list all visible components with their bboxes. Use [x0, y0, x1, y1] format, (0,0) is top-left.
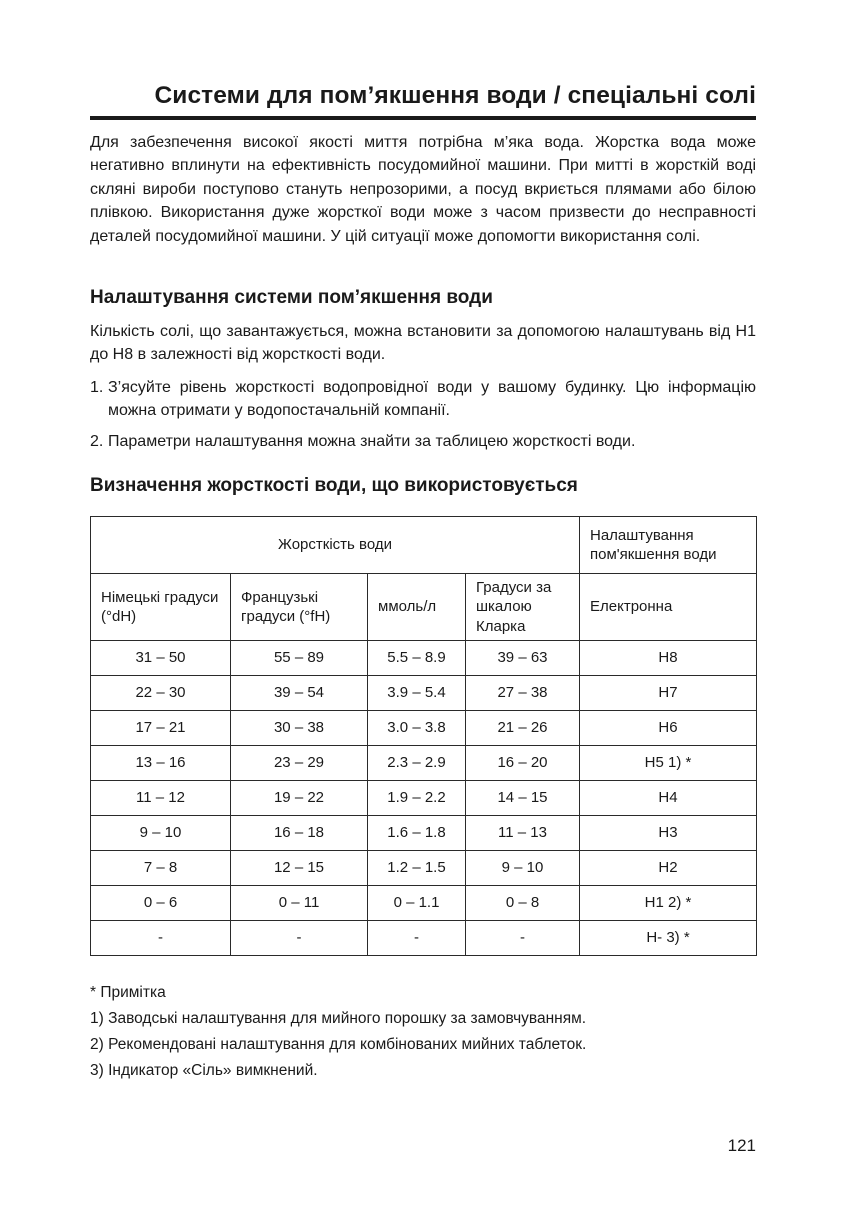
column-header: Градуси за шкалою Кларка [466, 574, 580, 641]
table-cell: H7 [580, 676, 757, 711]
table-cell: 7 – 8 [91, 851, 231, 886]
table-cell: - [466, 921, 580, 956]
table-cell: 30 – 38 [231, 711, 368, 746]
notes-block [90, 980, 586, 1084]
table-cell: 14 – 15 [466, 781, 580, 816]
note-item: 2) Рекомендовані налаштування для комбінованих мийних таблеток. [90, 1036, 587, 1053]
table-cell: H4 [580, 781, 757, 816]
notes-heading: * Примітка [90, 984, 166, 1001]
table-cell: 9 – 10 [466, 851, 580, 886]
column-header: Німецькі градуси (°dH) [91, 574, 231, 641]
step-item [90, 430, 756, 453]
column-header: ммоль/л [368, 574, 466, 641]
note-item: 1) Заводські налаштування для мийного порошку за замовчуванням. [90, 1010, 587, 1027]
table-cell: 0 – 8 [466, 886, 580, 921]
table-header-row [91, 517, 757, 574]
table-cell: 5.5 – 8.9 [368, 641, 466, 676]
table-cell: 21 – 26 [466, 711, 580, 746]
table-cell: 1.2 – 1.5 [368, 851, 466, 886]
step-number: 2. [90, 433, 104, 450]
table-row [91, 711, 757, 746]
table-cell: 0 – 11 [231, 886, 368, 921]
table-cell: 13 – 16 [91, 746, 231, 781]
column-header: Електронна [580, 574, 757, 641]
table-cell: H2 [580, 851, 757, 886]
title-rule [90, 116, 756, 120]
table-cell: 19 – 22 [231, 781, 368, 816]
table-cell: H6 [580, 711, 757, 746]
table-cell: 16 – 20 [466, 746, 580, 781]
column-header: Французькі градуси (°fH) [231, 574, 368, 641]
table-cell: 3.9 – 5.4 [368, 676, 466, 711]
table-row [91, 851, 757, 886]
table-cell: H5 1) * [580, 746, 757, 781]
table-cell: 39 – 54 [231, 676, 368, 711]
table-cell: H- 3) * [580, 921, 757, 956]
table-cell: 9 – 10 [91, 816, 231, 851]
table-cell: 11 – 13 [466, 816, 580, 851]
table-cell: 0 – 1.1 [368, 886, 466, 921]
table-row [91, 641, 757, 676]
step-item [90, 376, 756, 422]
water-hardness-table [90, 516, 757, 956]
table-row [91, 781, 757, 816]
table-cell: 2.3 – 2.9 [368, 746, 466, 781]
step-text: З’ясуйте рівень жорсткості водопровідної води у вашому будинку. Цю інформацію можна отримати у водопостачальній компанії. [108, 379, 756, 419]
table-cell: 16 – 18 [231, 816, 368, 851]
note-item: 3) Індикатор «Сіль» вимкнений. [90, 1062, 318, 1079]
table-cell: 27 – 38 [466, 676, 580, 711]
section-heading-softener-setup: Налаштування системи пом’якшення води [90, 287, 493, 308]
table-cell: 23 – 29 [231, 746, 368, 781]
section-heading-hardness: Визначення жорсткості води, що використовується [90, 475, 578, 496]
table-row [91, 746, 757, 781]
table-row [91, 816, 757, 851]
table-cell: - [368, 921, 466, 956]
table-cell: 17 – 21 [91, 711, 231, 746]
table-cell: 3.0 – 3.8 [368, 711, 466, 746]
table-row [91, 676, 757, 711]
table-cell: - [91, 921, 231, 956]
page-number: 121 [727, 1136, 756, 1155]
table-cell: 55 – 89 [231, 641, 368, 676]
table-cell: H1 2) * [580, 886, 757, 921]
table-row [91, 921, 757, 956]
table-cell: 12 – 15 [231, 851, 368, 886]
intro-paragraph: Для забезпечення високої якості миття потрібна м’яка вода. Жорстка вода може негативно вплинути на ефективність посудомийної машини. При митті в жорсткій воді скляні вироби поступово стануть непрозорими, а посуд вкриється плямами або білою плівкою. Використання дуже жорсткої води може з часом призвести до несправності деталей посудомийної машини. У цій ситуації може допомогти використання солі. [90, 134, 756, 245]
step-number: 1. [90, 379, 104, 396]
softener-setup-paragraph: Кількість солі, що завантажується, можна встановити за допомогою налаштувань від H1 до H8 в залежності від жорсткості води. [90, 323, 756, 363]
table-cell: 0 – 6 [91, 886, 231, 921]
step-text: Параметри налаштування можна знайти за таблицею жорсткості води. [108, 433, 636, 450]
table-cell: 22 – 30 [91, 676, 231, 711]
table-subheader-row [91, 574, 757, 641]
page-title: Системи для пом’якшення води / спеціальні солі [154, 82, 756, 109]
table-cell: - [231, 921, 368, 956]
table-cell: H8 [580, 641, 757, 676]
table-row [91, 886, 757, 921]
table-setting-header: Налаштування пом'якшення води [580, 517, 757, 574]
table-cell: 39 – 63 [466, 641, 580, 676]
table-cell: 1.9 – 2.2 [368, 781, 466, 816]
table-cell: 11 – 12 [91, 781, 231, 816]
table-cell: 1.6 – 1.8 [368, 816, 466, 851]
table-cell: 31 – 50 [91, 641, 231, 676]
table-cell: H3 [580, 816, 757, 851]
table-group-header: Жорсткість води [91, 517, 580, 574]
